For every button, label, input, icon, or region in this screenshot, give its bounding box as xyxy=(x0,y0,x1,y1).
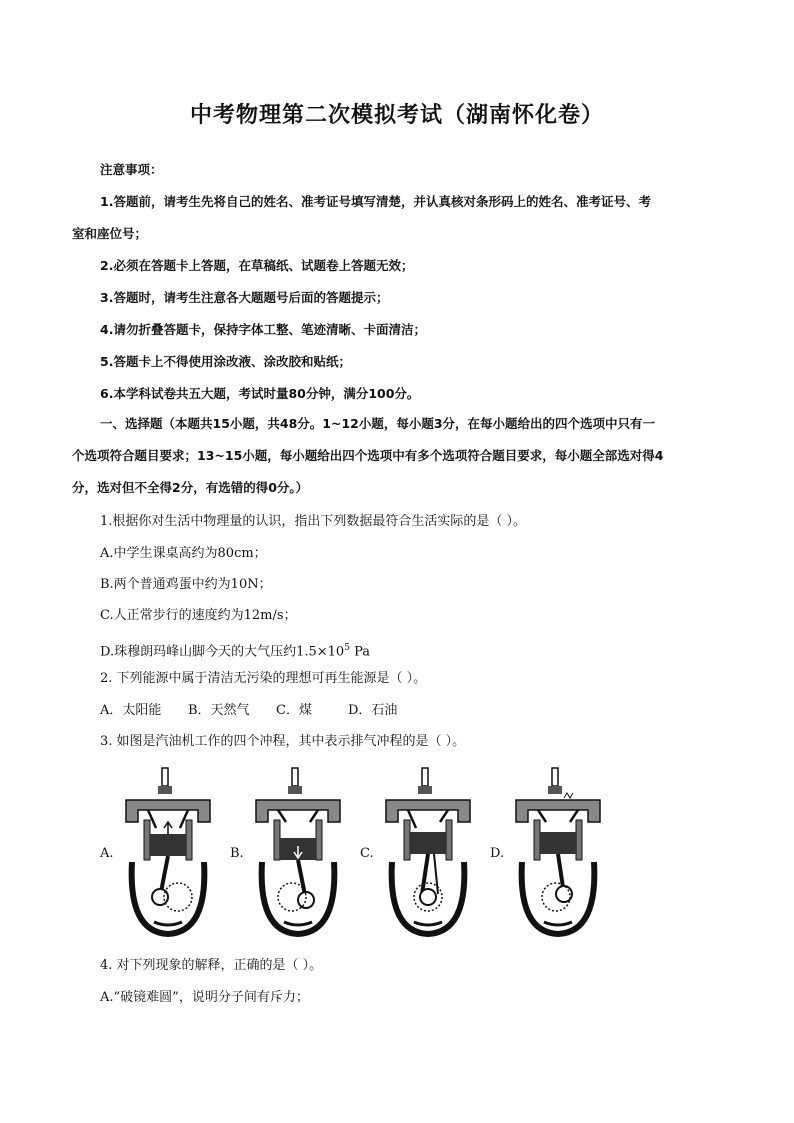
q1-option-d-unit: Pa xyxy=(349,644,370,660)
notice-item-1: 1.答题前，请考生先将自己的姓名、准考证号填写清楚，并认真核对条形码上的姓名、准考证号、考 xyxy=(100,194,651,209)
engine-label-a: A. xyxy=(100,846,114,861)
q1-option-b: B.两个普通鸡蛋中约为10N； xyxy=(100,577,272,592)
notice-item-2: 2.必须在答题卡上答题，在草稿纸、试题卷上答题无效； xyxy=(100,258,414,273)
section1-instruction: 一、选择题（本题共15小题，共48分。1~12小题，每小题3分，在每小题给出的四个选项中只有一 xyxy=(100,416,656,431)
engine-option-b xyxy=(230,762,360,942)
q2-options xyxy=(100,701,750,721)
engine-label-d: D. xyxy=(490,846,505,861)
engine-stroke-d-illustration xyxy=(508,762,608,940)
notice-item-5: 5.答题卡上不得使用涂改液、涂改胶和贴纸； xyxy=(100,354,351,369)
notice-item-1-cont: 室和座位号； xyxy=(72,226,148,241)
q4-stem: 4. 对下列现象的解释，正确的是（ ）。 xyxy=(100,958,323,973)
notice-item-4: 4.请勿折叠答题卡，保持字体工整、笔迹清晰、卡面清洁； xyxy=(100,322,426,337)
notice-item-6: 6.本学科试卷共五大题，考试时量80分钟，满分100分。 xyxy=(100,386,420,401)
q1-option-d-text: D.珠穆朗玛峰山脚今天的大气压约1.5×10 xyxy=(100,644,345,660)
engine-label-b: B. xyxy=(230,846,244,861)
section1-instruction-cont: 个选项符合题目要求；13~15小题，每小题给出四个选项中有多个选项符合题目要求，每小题全部选对得4 xyxy=(72,448,664,463)
engine-stroke-b-illustration xyxy=(248,762,348,940)
page-title: 中考物理第二次模拟考试（湖南怀化卷） xyxy=(189,103,604,128)
q2-option-d: D．石油 xyxy=(348,703,398,718)
engine-label-c: C. xyxy=(360,846,374,861)
notice-heading: 注意事项： xyxy=(100,162,163,177)
engine-option-d xyxy=(490,762,620,942)
q2-option-b: B．天然气 xyxy=(188,703,250,718)
q4-option-a: A.“破镜难圆”，说明分子间有斥力； xyxy=(100,990,309,1005)
engine-stroke-a-illustration xyxy=(118,762,218,940)
q2-option-c: C．煤 xyxy=(276,703,312,718)
q1-option-a: A.中学生课桌高约为80cm； xyxy=(100,546,267,561)
q1-stem: 1.根据你对生活中物理量的认识，指出下列数据最符合生活实际的是（ ）。 xyxy=(100,514,527,529)
engine-stroke-c-illustration xyxy=(378,762,478,940)
q1-option-d xyxy=(100,638,750,662)
engine-option-a xyxy=(100,762,230,942)
engine-option-c xyxy=(360,762,490,942)
q1-option-d-exponent: 5 xyxy=(344,643,350,653)
q3-engine-diagrams xyxy=(100,762,620,942)
section1-instruction-cont2: 分，选对但不全得2分，有选错的得0分。） xyxy=(72,480,309,495)
q3-stem: 3. 如图是汽油机工作的四个冲程，其中表示排气冲程的是（ ）。 xyxy=(100,734,466,749)
q2-option-a: A．太阳能 xyxy=(100,703,162,718)
q1-option-c: C.人正常步行的速度约为12m/s； xyxy=(100,608,297,623)
q2-stem: 2. 下列能源中属于清洁无污染的理想可再生能源是（ ）。 xyxy=(100,671,427,686)
notice-item-3: 3.答题时，请考生注意各大题题号后面的答题提示； xyxy=(100,290,389,305)
